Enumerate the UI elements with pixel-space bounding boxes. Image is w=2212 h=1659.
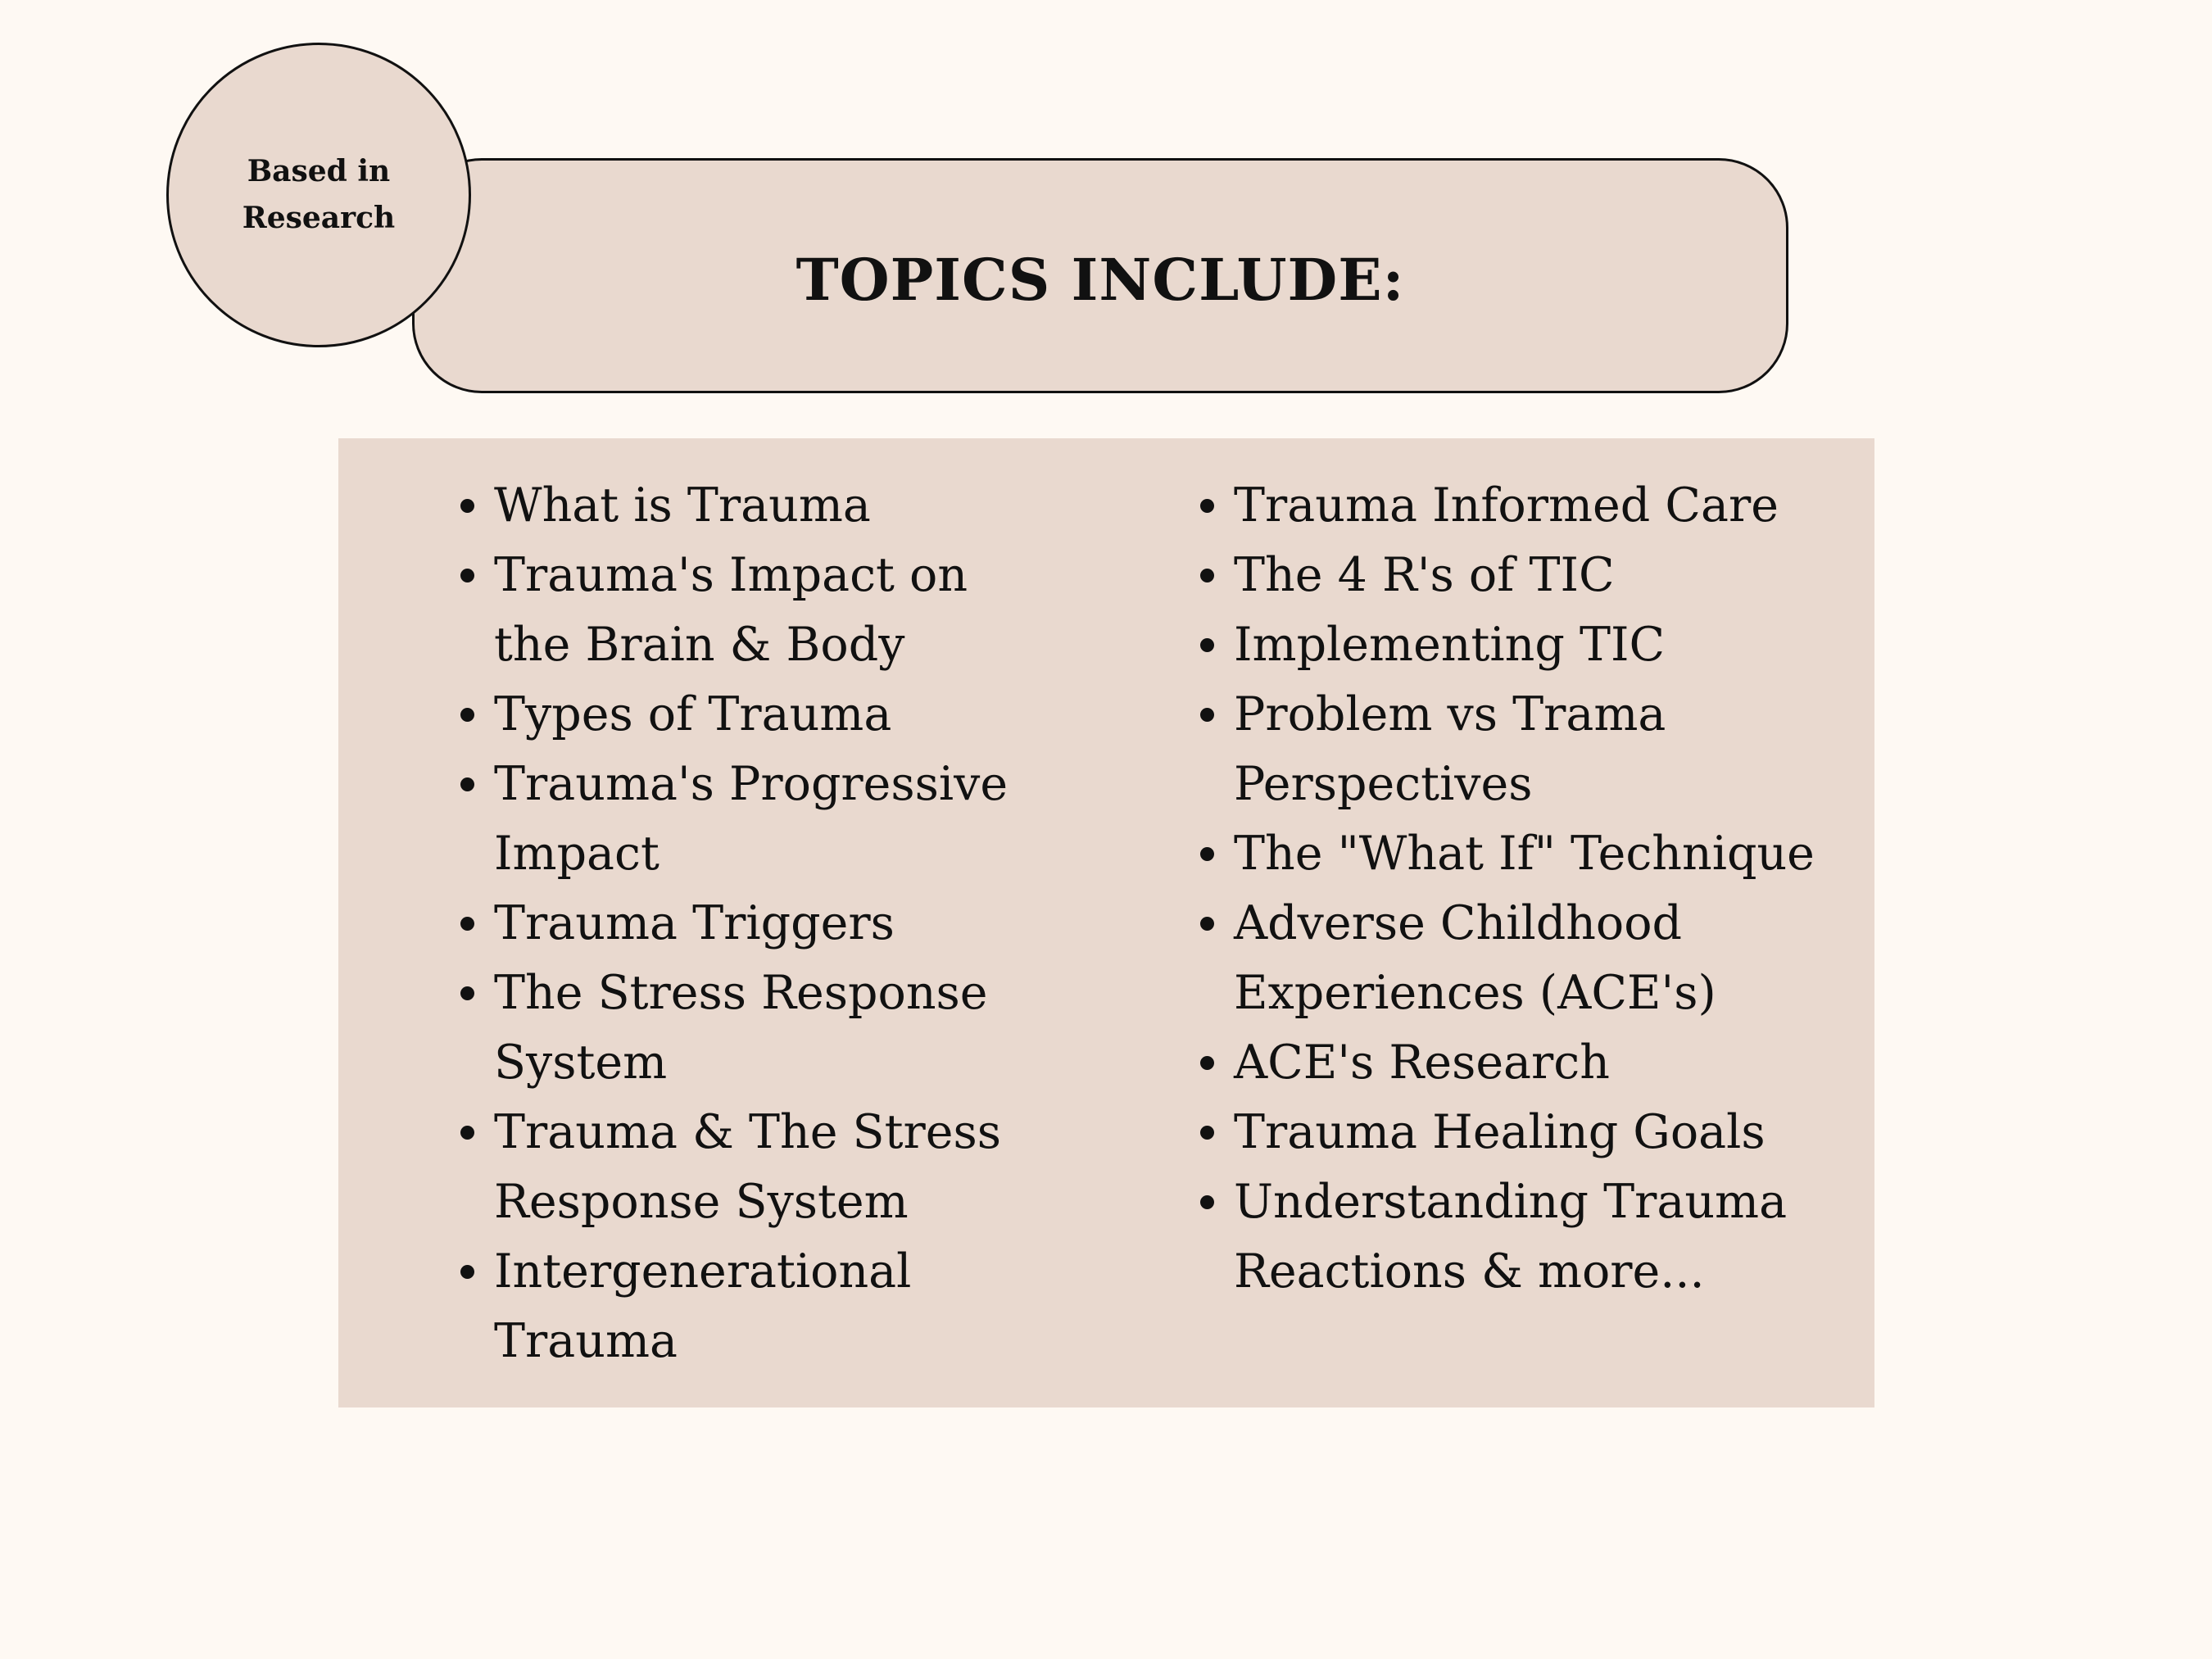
topics-panel <box>338 438 1874 1407</box>
topic-item <box>1234 1098 1840 1167</box>
topic-item <box>1234 889 1840 1028</box>
bullet-icon <box>460 569 474 582</box>
bullet-icon <box>460 1265 474 1279</box>
topic-label: Understanding Trauma Reactions & more... <box>1234 1175 1788 1299</box>
topic-label: Trauma's Impact on the Brain & Body <box>494 548 968 672</box>
research-badge <box>166 43 471 347</box>
topic-item <box>1234 819 1840 889</box>
bullet-icon <box>460 499 474 513</box>
topic-item <box>1234 471 1840 541</box>
bullet-icon <box>460 777 474 791</box>
topic-label: The 4 R's of TIC <box>1234 548 1615 602</box>
topic-label: Intergenerational Trauma <box>494 1244 912 1368</box>
topic-item <box>494 471 1018 541</box>
topic-label: ACE's Research <box>1234 1036 1610 1090</box>
topic-label: Adverse Childhood Experiences (ACE's) <box>1234 896 1716 1020</box>
topic-item <box>1234 1028 1840 1098</box>
bullet-icon <box>460 1126 474 1140</box>
bullet-icon <box>460 917 474 931</box>
topic-item <box>494 680 1018 750</box>
topic-label: Implementing TIC <box>1234 618 1666 672</box>
bullet-icon <box>460 986 474 1000</box>
topic-item <box>1234 680 1840 819</box>
topic-item <box>494 541 1018 680</box>
topic-label: Trauma Triggers <box>494 896 895 950</box>
topics-list-left <box>494 471 1018 1376</box>
topic-label: Types of Trauma <box>494 687 892 741</box>
topic-item <box>494 959 1018 1098</box>
bullet-icon <box>1200 917 1214 931</box>
topic-item <box>1234 610 1840 680</box>
topic-label: Trauma & The Stress Response System <box>494 1105 1001 1229</box>
topic-label: Trauma Healing Goals <box>1234 1105 1766 1159</box>
topic-item <box>494 1098 1018 1237</box>
badge-label: Based in Research <box>242 154 396 235</box>
topic-label: Problem vs Trama Perspectives <box>1234 687 1666 811</box>
bullet-icon <box>1200 638 1214 652</box>
bullet-icon <box>1200 1056 1214 1070</box>
topic-item <box>1234 1167 1840 1307</box>
topic-label: Trauma's Progressive Impact <box>494 757 1009 881</box>
page-title: TOPICS INCLUDE: <box>796 246 1405 314</box>
bullet-icon <box>460 708 474 722</box>
topic-item <box>1234 541 1840 610</box>
topic-label: What is Trauma <box>494 478 871 533</box>
topic-item <box>494 1237 1018 1376</box>
bullet-icon <box>1200 708 1214 722</box>
topics-list-right <box>1234 471 1840 1307</box>
topic-label: The Stress Response System <box>494 966 988 1090</box>
bullet-icon <box>1200 1126 1214 1140</box>
bullet-icon <box>1200 1195 1214 1209</box>
bullet-icon <box>1200 569 1214 582</box>
topic-item <box>494 750 1018 889</box>
topic-label: The "What If" Technique <box>1234 827 1815 881</box>
bullet-icon <box>1200 499 1214 513</box>
topic-item <box>494 889 1018 959</box>
topic-label: Trauma Informed Care <box>1234 478 1779 533</box>
bullet-icon <box>1200 847 1214 861</box>
